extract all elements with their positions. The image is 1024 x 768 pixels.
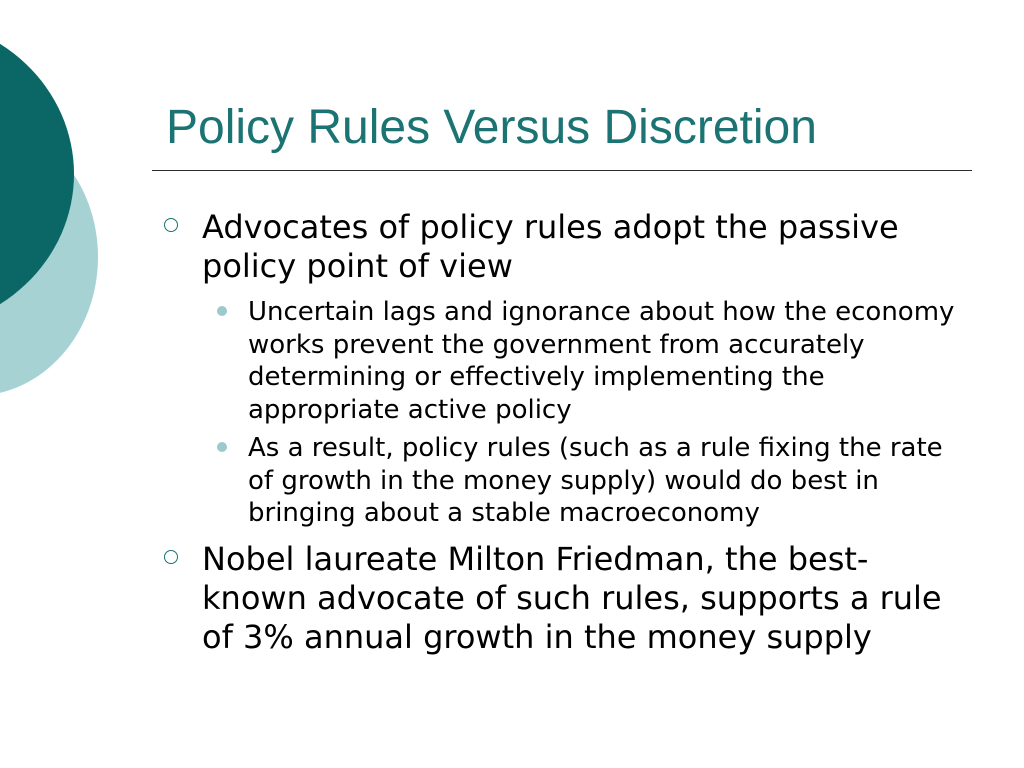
dot-bullet-icon	[217, 306, 227, 316]
sub-bullet-list	[202, 296, 960, 530]
sub-bullet-text: As a result, policy rules (such as a rule fixing the rate of growth in the money supply) would do best in bringing about a stable macroeconomy	[248, 433, 943, 528]
bullet-text: Advocates of policy rules adopt the passive policy point of view	[202, 208, 899, 285]
hollow-circle-bullet-icon	[164, 218, 178, 232]
bullet-item	[160, 208, 960, 530]
bullet-text: Nobel laureate Milton Friedman, the best-known advocate of such rules, supports a rule of 3% annual growth in the money supply	[202, 539, 942, 656]
title-divider	[152, 170, 972, 171]
bullet-item	[160, 540, 960, 657]
sub-bullet-item	[202, 296, 960, 426]
hollow-circle-bullet-icon	[164, 550, 178, 564]
sub-bullet-item	[202, 432, 960, 530]
dot-bullet-icon	[217, 442, 227, 452]
bullet-list	[160, 208, 960, 657]
slide-title: Policy Rules Versus Discretion	[166, 101, 817, 154]
sub-bullet-text: Uncertain lags and ignorance about how the economy works prevent the government from accurately determining or effectively implementing the appropriate active policy	[248, 297, 955, 425]
